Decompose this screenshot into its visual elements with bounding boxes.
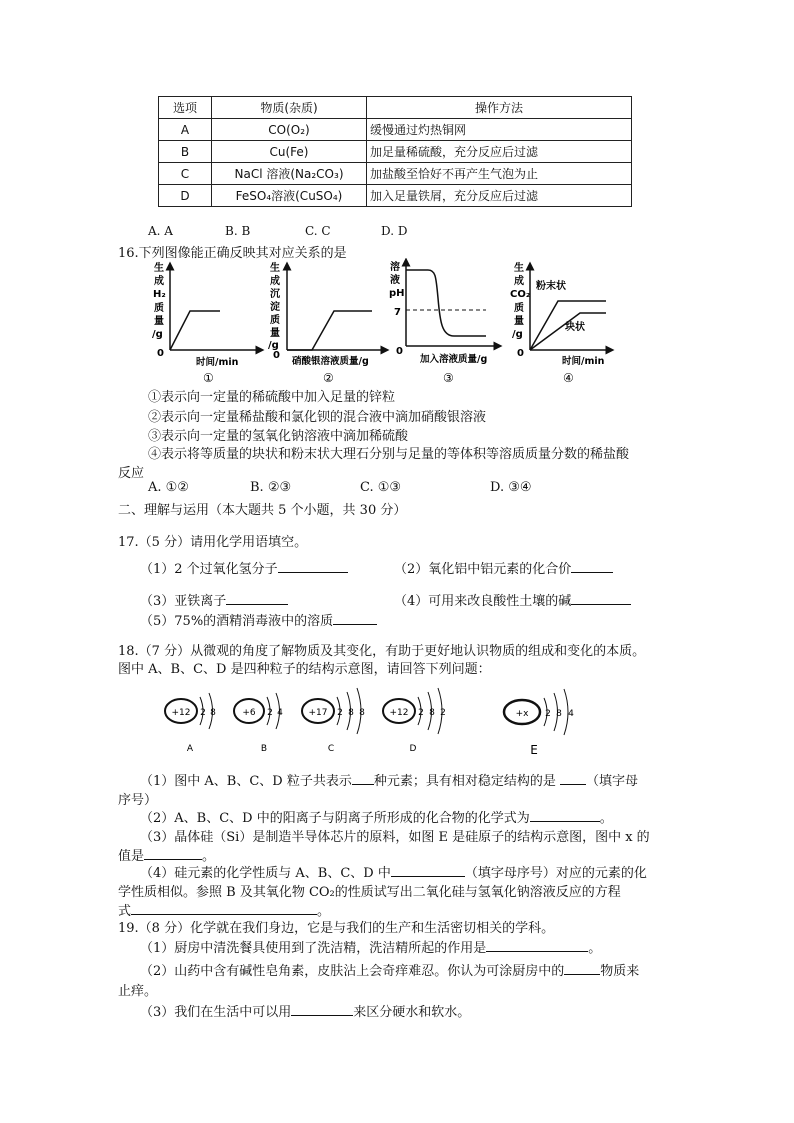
graph-2-ylabel-6: 量	[270, 328, 280, 339]
q17-item-1	[140, 558, 348, 577]
q17-item-4	[394, 590, 631, 609]
graph-1-ylabel-3: H₂	[153, 289, 166, 300]
graph-4	[510, 261, 610, 385]
q18-q2-period: 。	[599, 811, 613, 826]
graph-1-zero: 0	[157, 348, 164, 359]
graph-4-xlabel: 时间/min	[562, 356, 605, 367]
atom-c-shell-3: 8	[359, 708, 365, 718]
atom-b-label: B	[260, 744, 268, 754]
q17-item-5	[140, 610, 377, 629]
graph-1-ylabel-5: 量	[154, 316, 164, 327]
q16-option-d: D. ③④	[490, 480, 532, 495]
q15-option-a: A. A	[148, 224, 173, 238]
q15-option-b: B. B	[225, 224, 251, 238]
table-cell: CO(O₂)	[212, 119, 367, 141]
atom-e-label: E	[530, 743, 538, 757]
graph-4-number: ④	[563, 371, 574, 385]
table-cell: 加盐酸至恰好不再产生气泡为止	[367, 163, 632, 185]
q18-q4-text-a: （4）硅元素的化学性质与 A、B、C、D 中	[140, 866, 391, 881]
q19-q2-cont: 止痒。	[118, 984, 158, 999]
answer-blank[interactable]	[486, 938, 588, 952]
atom-e-nucleus-label: +x	[515, 709, 529, 719]
q17-item-4-text: （4）可用来改良酸性土壤的碱	[394, 594, 572, 609]
q17-item-3	[140, 590, 288, 609]
q16-statement-1: ①表示向一定量的稀硫酸中加入足量的锌粒	[148, 390, 396, 405]
table-header-row	[159, 97, 632, 119]
q18-q4-text-d: 式	[118, 904, 132, 919]
atom-b-nucleus-label: +6	[242, 708, 256, 718]
q16-option-a: A. ①②	[148, 480, 189, 495]
q19-q3-text-b: 来区分硬水和软水。	[353, 1005, 471, 1020]
graph-4-ylabel-4: 质	[514, 303, 524, 314]
table-cell: 缓慢通过灼热铜网	[367, 119, 632, 141]
q16-statement-3: ③表示向一定量的氢氧化钠溶液中滴加稀硫酸	[148, 429, 409, 444]
atom-c-nucleus-label: +17	[308, 708, 328, 718]
graph-2-ylabel-7: /g	[268, 340, 279, 351]
q19-q2-text-b: 物质来	[600, 964, 640, 979]
atom-a-shell-2: 8	[210, 708, 216, 718]
graph-3-curve	[406, 270, 486, 336]
q18-q1	[140, 770, 638, 789]
table-cell: 加入足量铁屑，充分反应后过滤	[367, 185, 632, 207]
graph-4-zero: 0	[517, 348, 524, 359]
answer-blank[interactable]	[144, 846, 202, 860]
q15-option-c: C. C	[305, 224, 331, 238]
q16-stem: 16.下列图像能正确反映其对应关系的是	[118, 246, 347, 261]
graph-1-xlabel: 时间/min	[196, 357, 239, 368]
table-cell: Cu(Fe)	[212, 141, 367, 163]
atom-diagrams	[155, 678, 615, 758]
q17-item-1-text: （1）2 个过氧化氢分子	[140, 562, 278, 577]
graph-4-ylabel-5: 量	[514, 316, 524, 327]
table-cell: NaCl 溶液(Na₂CO₃)	[212, 163, 367, 185]
answer-blank[interactable]	[571, 559, 613, 573]
graph-1	[152, 261, 260, 385]
answer-blank[interactable]	[571, 591, 631, 605]
q17-item-2-text: （2）氧化铝中铝元素的化合价	[394, 562, 572, 577]
answer-blank[interactable]	[391, 863, 465, 877]
answer-blank[interactable]	[291, 1002, 353, 1016]
answer-blank[interactable]	[352, 771, 374, 785]
graph-3-seven: 7	[394, 307, 401, 318]
answer-blank[interactable]	[278, 559, 348, 573]
graph-4-label-block: 块状	[565, 322, 585, 333]
q19-q3-text-a: （3）我们在生活中可以用	[140, 1005, 292, 1020]
graph-2-ylabel-5: 质	[270, 315, 280, 326]
q16-statement-4-cont: 反应	[118, 466, 145, 481]
q18-q1-text-b: 种元素；具有相对稳定结构的是	[373, 774, 556, 789]
q18-q4-cont: 学性质相似。参照 B 及其氧化物 CO₂的性质试写出二氧化硅与氢氧化钠溶液反应的方程	[118, 885, 621, 900]
graph-2-zero: 0	[273, 350, 280, 361]
atom-d-shell-1: 2	[418, 708, 424, 718]
q18-q1-cont: 序号）	[118, 793, 158, 808]
atom-d-label: D	[409, 744, 417, 754]
section-2-heading: 二、理解与运用（本大题共 5 个小题，共 30 分）	[118, 503, 407, 518]
atom-d	[383, 688, 446, 754]
q16-option-b: B. ②③	[250, 480, 292, 495]
atom-a-shell-1: 2	[200, 708, 206, 718]
q16-statement-2: ②表示向一定量稀盐酸和氯化钡的混合液中滴加硝酸银溶液	[148, 410, 487, 425]
q18-q4-text-b: （填字母序号）对应的元素的化	[464, 866, 647, 881]
q17-item-2	[394, 558, 613, 577]
atom-e	[504, 689, 574, 757]
atom-b	[234, 693, 283, 754]
graph-3-xlabel: 加入溶液质量/g	[420, 354, 488, 365]
answer-blank[interactable]	[131, 901, 317, 915]
table-cell: FeSO₄溶液(CuSO₄)	[212, 185, 367, 207]
q16-option-c: C. ①③	[360, 480, 402, 495]
atom-e-shell-1: 2	[545, 709, 551, 719]
q18-q1-text-c: （填字母	[586, 774, 639, 789]
graph-3-ylabel-3: pH	[389, 288, 405, 299]
atom-c-shell-2: 8	[348, 708, 354, 718]
answer-blank[interactable]	[530, 808, 600, 822]
q18-q4	[140, 862, 647, 881]
graph-2	[268, 261, 385, 385]
graph-4-ylabel-2: 成	[514, 276, 524, 287]
q17-item-5-text: （5）75%的酒精消毒液中的溶质	[140, 614, 334, 629]
atom-b-shell-2: 4	[277, 708, 283, 718]
graph-3-number: ③	[443, 371, 454, 385]
q18-stem-1: 18.（7 分）从微观的角度了解物质及其变化，有助于更好地认识物质的组成和变化的本质。	[118, 644, 646, 659]
atom-d-shell-3: 2	[440, 708, 446, 718]
q18-q2	[140, 807, 613, 826]
options-table	[158, 96, 632, 207]
table-cell: 加足量稀硫酸，充分反应后过滤	[367, 141, 632, 163]
q17-stem: 17.（5 分）请用化学用语填空。	[118, 535, 308, 550]
q18-q2-text: （2）A、B、C、D 中的阳离子与阴离子所形成的化合物的化学式为	[140, 811, 530, 826]
answer-blank[interactable]	[564, 961, 600, 975]
answer-blank[interactable]	[333, 611, 377, 625]
q19-q2	[140, 960, 639, 979]
atom-c-label: C	[327, 744, 335, 754]
table-cell: B	[159, 141, 212, 163]
q16-graphs	[140, 258, 620, 386]
table-header: 操作方法	[367, 97, 632, 119]
atom-a-label: A	[186, 744, 194, 754]
graph-2-ylabel-2: 成	[270, 276, 280, 287]
q18-q1-text-a: （1）图中 A、B、C、D 粒子共表示	[140, 774, 352, 789]
graph-1-ylabel-1: 生	[154, 263, 164, 274]
table-row	[159, 163, 632, 185]
atom-e-shell-3: 4	[568, 709, 574, 719]
atom-a	[165, 693, 216, 754]
table-row	[159, 119, 632, 141]
graph-2-xlabel: 硝酸银溶液质量/g	[292, 356, 369, 367]
atom-d-shell-2: 8	[429, 708, 435, 718]
graph-1-ylabel-6: /g	[152, 329, 163, 340]
table-row	[159, 185, 632, 207]
table-header: 物质(杂质)	[212, 97, 367, 119]
atom-d-nucleus-label: +12	[389, 708, 409, 718]
q19-stem: 19.（8 分）化学就在我们身边，它是与我们的生产和生活密切相关的学科。	[118, 921, 555, 936]
graph-4-label-powder: 粉末状	[536, 281, 566, 292]
graph-3-ylabel-1: 溶	[390, 262, 400, 273]
answer-blank[interactable]	[560, 771, 586, 785]
atom-e-shell-2: 8	[556, 709, 562, 719]
graph-1-number: ①	[203, 371, 214, 385]
table-header: 选项	[159, 97, 212, 119]
q18-q3-text: 值是	[118, 849, 145, 864]
graph-3-ylabel-2: 液	[390, 275, 400, 286]
table-cell: A	[159, 119, 212, 141]
table-cell: D	[159, 185, 212, 207]
atom-c-shell-1: 2	[337, 708, 343, 718]
q18-q3-period: 。	[202, 849, 216, 864]
graph-1-ylabel-4: 质	[154, 303, 164, 314]
q16-statement-4: ④表示将等质量的块状和粉末状大理石分别与足量的等体积等溶质质量分数的稀盐酸	[148, 447, 630, 462]
atom-c	[302, 688, 365, 754]
graph-3-zero: 0	[396, 346, 403, 357]
table-cell: C	[159, 163, 212, 185]
graph-1-curve	[170, 311, 220, 350]
q19-q2-text-a: （2）山药中含有碱性皂角素，皮肤沾上会奇痒难忍。你认为可涂厨房中的	[140, 964, 565, 979]
graph-2-number: ②	[323, 371, 334, 385]
atom-b-shell-1: 2	[267, 708, 273, 718]
q18-stem-2: 图中 A、B、C、D 是四种粒子的结构示意图，请回答下列问题：	[118, 662, 491, 677]
graph-2-ylabel-1: 生	[270, 263, 280, 274]
graph-3	[389, 260, 498, 385]
q15-option-d: D. D	[381, 224, 408, 238]
table-row	[159, 141, 632, 163]
graph-4-ylabel-6: /g	[512, 329, 523, 340]
graph-2-ylabel-4: 淀	[270, 302, 280, 313]
graph-2-ylabel-3: 沉	[270, 289, 280, 300]
atom-a-nucleus-label: +12	[171, 708, 191, 718]
q19-q3	[140, 1001, 470, 1020]
q18-q4-period: 。	[317, 904, 331, 919]
answer-blank[interactable]	[226, 591, 288, 605]
q19-q1-text: （1）厨房中清洗餐具使用到了洗洁精，洗洁精所起的作用是	[140, 941, 487, 956]
graph-1-ylabel-2: 成	[154, 276, 164, 287]
graph-4-ylabel-3: CO₂	[510, 289, 531, 300]
q19-q1	[140, 937, 601, 956]
graph-2-curve	[287, 311, 372, 350]
q19-q1-period: 。	[588, 941, 602, 956]
graph-4-ylabel-1: 生	[514, 263, 524, 274]
q18-q3: （3）晶体硅（Si）是制造半导体芯片的原料，如图 E 是硅原子的结构示意图，图中 x 的	[140, 830, 650, 845]
q17-item-3-text: （3）亚铁离子	[140, 594, 227, 609]
